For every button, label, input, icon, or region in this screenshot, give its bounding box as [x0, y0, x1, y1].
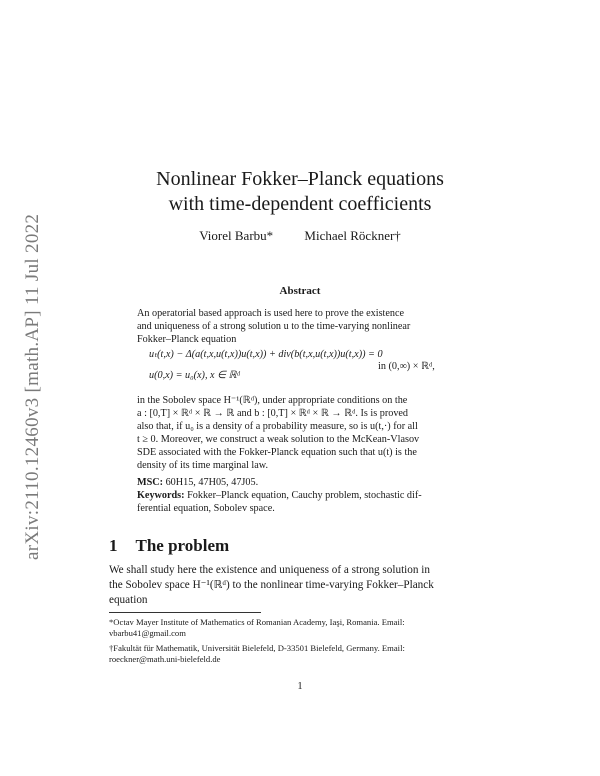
keywords-line: ferential equation, Sobolev space.: [137, 503, 275, 514]
keywords: [137, 489, 462, 515]
abstract-body: [137, 394, 462, 472]
abstract-intro-line: An operatorial based approach is used here to prove the existence: [137, 308, 405, 319]
abstract-body-line: a : [0,T] × ℝᵈ × ℝ → ℝ and b : [0,T] × ℝᵈ × ℝ → ℝᵈ. Is is proved: [137, 408, 409, 419]
body-line: equation: [109, 594, 148, 606]
footnote-email[interactable]: roeckner@math.uni-bielefeld.de: [109, 654, 221, 664]
paper-title-line-1: Nonlinear Fokker–Planck equations: [156, 168, 444, 190]
abstract-body-line: SDE associated with the Fokker-Planck equation such that u(t) is the: [137, 447, 417, 458]
arxiv-stamp-text: arXiv:2110.12460v3 [math.AP] 11 Jul 2022: [22, 213, 43, 560]
msc-label: MSC:: [137, 477, 164, 488]
msc-value: 60H15, 47H05, 47J05.: [165, 477, 259, 488]
body-line: We shall study here the existence and uniqueness of a strong solution in: [109, 564, 430, 576]
section-heading: [109, 536, 229, 556]
equation-domain: in (0,∞) × ℝᵈ,: [378, 361, 435, 372]
footnote-rule: [109, 612, 261, 613]
abstract-heading: Abstract: [279, 285, 321, 297]
keywords-label: Keywords:: [137, 490, 185, 501]
footnote-line: *Octav Mayer Institute of Mathematics of Romanian Academy, Iaşi, Romania. Email:: [109, 617, 405, 627]
abstract-intro-line: and uniqueness of a strong solution u to the time-varying nonlinear: [137, 321, 411, 332]
author-barbu: Viorel Barbu*: [199, 228, 274, 243]
page-number: 1: [297, 681, 303, 692]
abstract-body-line: also that, if u₀ is a density of a probability measure, so is u(t,·) for all: [137, 421, 418, 432]
abstract-body-line: density of its time marginal law.: [137, 460, 268, 471]
section-title: The problem: [135, 536, 230, 555]
equation-line-1: uₜ(t,x) − Δ(a(t,x,u(t,x))u(t,x)) + div(b(t,x,u(t,x))u(t,x)) = 0: [149, 349, 383, 360]
body-line: the Sobolev space H⁻¹(ℝᵈ) to the nonlinear time-varying Fokker–Planck: [109, 579, 434, 591]
authors: [0, 228, 600, 244]
footnote-line: †Fakultät für Mathematik, Universität Bielefeld, D-33501 Bielefeld, Germany. Email:: [109, 643, 405, 653]
author-rockner: Michael Röckner†: [304, 228, 401, 243]
section-number: 1: [109, 536, 118, 555]
equation-line-2: u(0,x) = u₀(x), x ∈ ℝᵈ: [149, 370, 240, 381]
keywords-line: Fokker–Planck equation, Cauchy problem, stochastic dif-: [187, 490, 422, 501]
abstract-intro: [137, 307, 462, 346]
footnote-barbu: [109, 617, 491, 639]
paper-title-line-2: with time-dependent coefficients: [168, 193, 432, 215]
abstract-body-line: in the Sobolev space H⁻¹(ℝᵈ), under appropriate conditions on the: [137, 395, 408, 406]
footnote-email[interactable]: vbarbu41@gmail.com: [109, 628, 186, 638]
abstract-body-line: t ≥ 0. Moreover, we construct a weak solution to the McKean-Vlasov: [137, 434, 420, 445]
body-paragraph: [109, 563, 491, 608]
abstract-intro-line: Fokker–Planck equation: [137, 334, 237, 345]
msc-line: [137, 476, 462, 489]
footnote-rockner: [109, 643, 491, 665]
